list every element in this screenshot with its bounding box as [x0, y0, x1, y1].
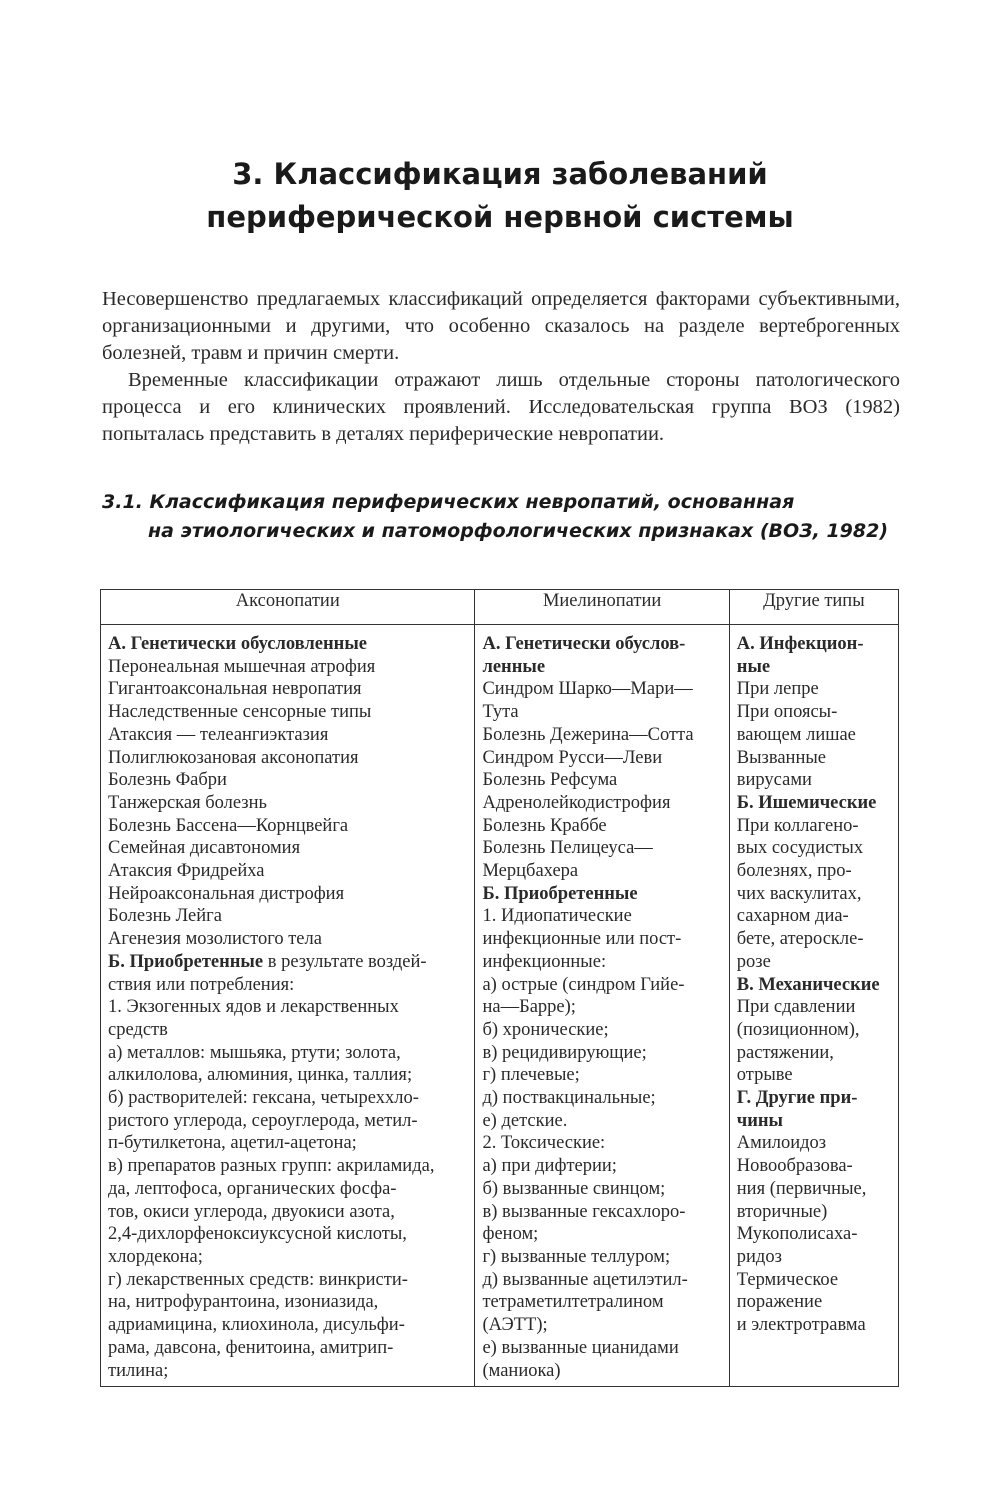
list-item: вающем лишае — [736, 724, 856, 745]
list-item: Синдром Шарко—Мари— — [482, 679, 693, 700]
list-item: (позиционном), — [736, 1019, 860, 1040]
list-item: е) вызванные цианидами — [482, 1337, 679, 1358]
list-item: Болезнь Бассена—Корнцвейга — [108, 815, 349, 836]
list-item: чих васкулитах, — [736, 883, 862, 904]
list-item: болезнях, про- — [736, 861, 852, 882]
list-item: хлордекона; — [108, 1246, 203, 1267]
table-row — [101, 625, 899, 1387]
list-item: Наследственные сенсорные типы — [108, 702, 372, 723]
list-item: При коллагено- — [736, 815, 859, 836]
chapter-title — [0, 153, 1000, 239]
list-item: При лепре — [736, 679, 819, 700]
list-item: отрыве — [736, 1065, 793, 1086]
list-item: Болезнь Краббе — [482, 815, 607, 836]
group-heading: Б. Приобретенные — [482, 883, 638, 904]
list-item: Тута — [482, 702, 519, 723]
list-item: инфекционные: — [482, 951, 607, 972]
group-heading: В. Механические — [736, 974, 880, 995]
classification-table — [100, 589, 899, 1387]
list-item: д) вызванные ацетилэтил- — [482, 1269, 688, 1290]
list-item: Амилоидоз — [736, 1133, 827, 1154]
header-axonopathies: Аксонопатии — [101, 590, 475, 625]
list-item: Атаксия Фридрейха — [108, 861, 265, 882]
chapter-title-line-2: периферической нервной системы — [206, 200, 794, 234]
list-item: а) металлов: мышьяка, ртути; золота, — [108, 1042, 401, 1063]
list-item: феном; — [482, 1224, 539, 1245]
list-item: Адренолейкодистрофия — [482, 792, 671, 813]
list-item: 1. Экзогенных ядов и лекарственных — [108, 997, 399, 1018]
list-item: б) хронические; — [482, 1019, 609, 1040]
list-item: Болезнь Дежерина—Сотта — [482, 724, 694, 745]
list-item: При сдавлении — [736, 997, 856, 1018]
list-item: Перонеальная мышечная атрофия — [108, 656, 376, 677]
list-item: е) детские. — [482, 1110, 568, 1131]
list-item: на—Барре); — [482, 997, 576, 1018]
list-item: инфекционные или пост- — [482, 929, 682, 950]
list-item: в) препаратов разных групп: акриламида, — [108, 1156, 435, 1177]
list-item: Болезнь Фабри — [108, 770, 227, 791]
list-item: д) поствакцинальные; — [482, 1088, 656, 1109]
list-item: Гигантоаксональная невропатия — [108, 679, 362, 700]
group-heading: ленные — [482, 656, 546, 677]
list-item: Мерцбахера — [482, 861, 579, 882]
list-item: г) плечевые; — [482, 1065, 580, 1086]
myelinopathies-cell — [475, 625, 729, 1387]
group-heading: Б. Ишемические — [736, 792, 877, 813]
list-item: а) при дифтерии; — [482, 1156, 617, 1177]
list-item — [108, 951, 468, 974]
axonopathies-cell — [101, 625, 475, 1387]
list-item: поражение — [736, 1292, 823, 1313]
list-item: г) лекарственных средств: винкристи- — [108, 1269, 408, 1290]
list-item: и электротравма — [736, 1315, 866, 1336]
intro-paragraph-2: Временные классификации отражают лишь отдельные стороны патологического процесса и его клинических проявлений. Исследовательская группа ВОЗ (1982) попыталась представить в деталях периферические невропатии. — [102, 369, 900, 445]
list-item: п-бутилкетона, ацетил-ацетона; — [108, 1133, 357, 1154]
section-title-line-2: на этиологических и патоморфологических признаках (ВОЗ, 1982) — [148, 520, 889, 542]
list-item: тетраметилтетралином — [482, 1292, 664, 1313]
list-item: средств — [108, 1019, 168, 1040]
chapter-title-line-1: 3. Классификация заболеваний — [232, 157, 768, 191]
list-item: Вызванные — [736, 747, 827, 768]
list-item: Новообразова- — [736, 1156, 853, 1177]
list-item: Атаксия — телеангиэктазия — [108, 724, 329, 745]
list-item: ристого углерода, сероуглерода, метил- — [108, 1110, 418, 1131]
list-item: да, лептофоса, органических фосфа- — [108, 1178, 397, 1199]
list-item: Болезнь Лейга — [108, 906, 222, 927]
list-item: розе — [736, 951, 771, 972]
list-item: а) острые (синдром Гийе- — [482, 974, 685, 995]
list-item: бете, атероскле- — [736, 929, 864, 950]
group-heading: Б. Приобретенные — [108, 951, 264, 972]
list-item: Семейная дисавтономия — [108, 838, 301, 859]
list-item: Мукополисаха- — [736, 1224, 858, 1245]
list-item: в) рецидивирующие; — [482, 1042, 647, 1063]
list-item: ния (первичные, — [736, 1178, 867, 1199]
list-item: б) растворителей: гексана, четыреххло- — [108, 1088, 419, 1109]
list-item: адриамицина, клиохинола, дисульфи- — [108, 1315, 405, 1336]
list-item: ридоз — [736, 1246, 782, 1267]
list-item: вторичные) — [736, 1201, 828, 1222]
list-item: рама, давсона, фенитоина, амитрип- — [108, 1337, 394, 1358]
list-item: в) вызванные гексахлоро- — [482, 1201, 686, 1222]
group-heading: ные — [736, 656, 771, 677]
list-item: вых сосудистых — [736, 838, 864, 859]
list-item: тилина; — [108, 1360, 169, 1381]
list-item: г) вызванные теллуром; — [482, 1246, 671, 1267]
list-item: Синдром Русси—Леви — [482, 747, 663, 768]
list-item: вирусами — [736, 770, 812, 791]
list-item-text: в результате воздей- — [263, 951, 427, 972]
list-item: тов, окиси углерода, двуокиси азота, — [108, 1201, 395, 1222]
list-item: Полиглюкозановая аксонопатия — [108, 747, 359, 768]
header-other-types: Другие типы — [729, 590, 898, 625]
intro-paragraph-1: Несовершенство предлагаемых классификаций определяется факторами субъективными, организационными и другими, что особенно сказалось на разделе вертеброгенных болезней, травм и причин смерти. — [102, 288, 900, 364]
group-heading: А. Генетически обусловленные — [108, 634, 367, 654]
list-item: 2. Токсические: — [482, 1133, 606, 1154]
list-item: (маниока) — [482, 1360, 561, 1381]
group-heading: А. Инфекцион- — [736, 634, 864, 654]
list-item: сахарном диа- — [736, 906, 849, 927]
list-item: (АЭТТ); — [482, 1315, 548, 1336]
list-item: б) вызванные свинцом; — [482, 1178, 666, 1199]
section-title — [102, 488, 922, 546]
header-myelinopathies: Миелинопатии — [475, 590, 729, 625]
list-item: на, нитрофурантоина, изониазида, — [108, 1292, 379, 1313]
list-item: При опоясы- — [736, 702, 838, 723]
list-item: 1. Идиопатические — [482, 906, 632, 927]
list-item: Термическое — [736, 1269, 839, 1290]
table-header-row — [101, 590, 899, 625]
list-item: Болезнь Рефсума — [482, 770, 618, 791]
group-heading: Г. Другие при- — [736, 1088, 858, 1109]
list-item: 2,4-дихлорфеноксиуксусной кислоты, — [108, 1224, 407, 1245]
list-item: Танжерская болезнь — [108, 792, 267, 813]
group-heading: А. Генетически обуслов- — [482, 634, 686, 654]
group-heading: чины — [736, 1110, 783, 1131]
list-item: Нейроаксональная дистрофия — [108, 883, 345, 904]
list-item: Агенезия мозолистого тела — [108, 929, 322, 950]
list-item: ствия или потребления: — [108, 974, 295, 995]
list-item: Болезнь Пелицеуса— — [482, 838, 653, 859]
section-title-line-1: 3.1. Классификация периферических невропатий, основанная — [102, 491, 795, 513]
list-item: алкилолова, алюминия, цинка, таллия; — [108, 1065, 413, 1086]
other-types-cell — [729, 625, 898, 1387]
list-item: растяжении, — [736, 1042, 834, 1063]
